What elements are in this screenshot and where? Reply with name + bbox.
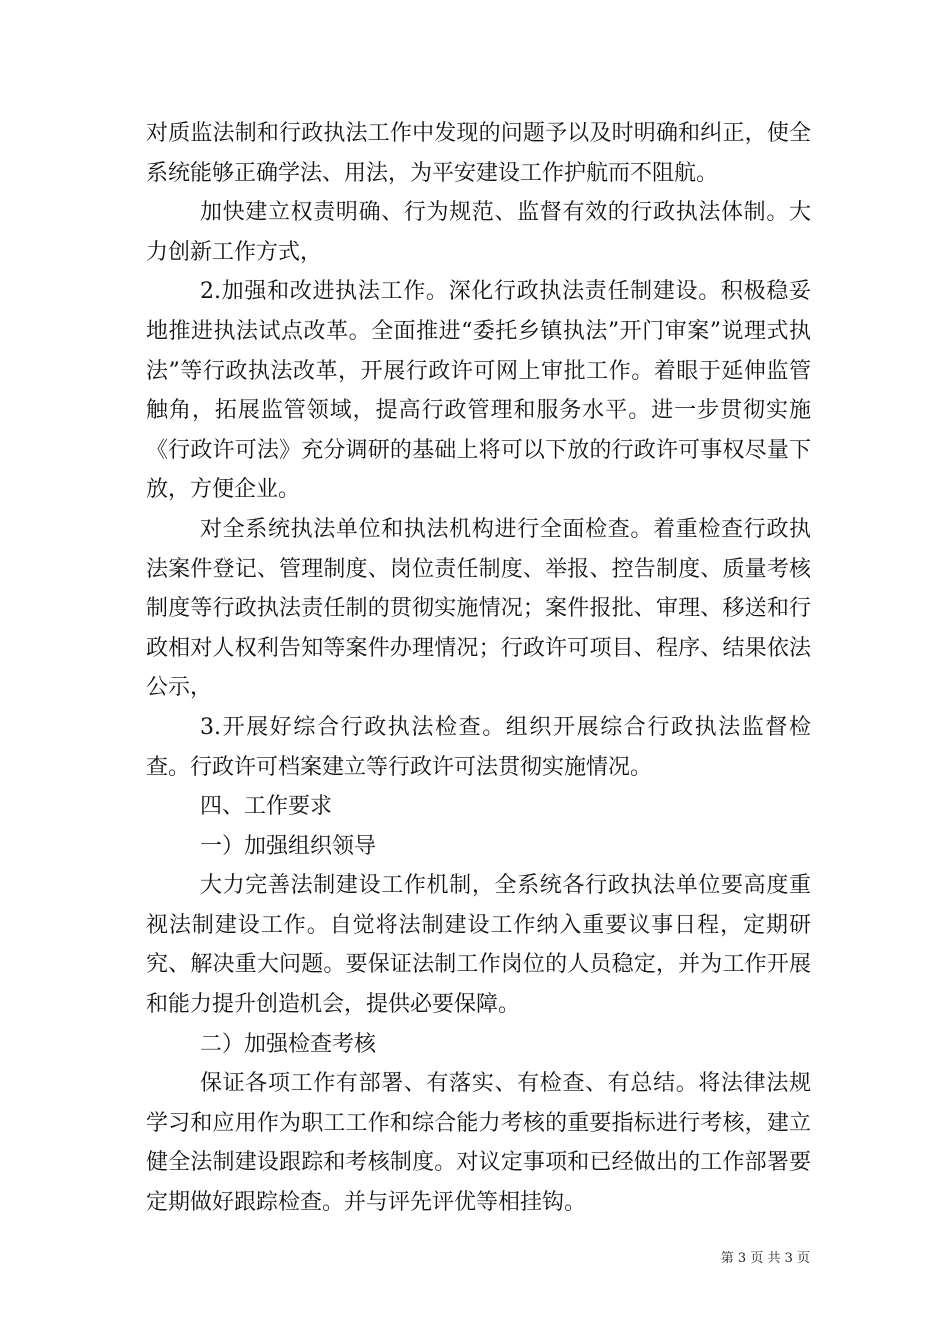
paragraph-6: 大力完善法制建设工作机制，全系统各行政执法单位要高度重视法制建设工作。自觉将法制建设工作纳入重要议事日程，定期研究、解决重大问题。要保证法制工作岗位的人员稳定，并为工作开展和能力提升创造机会，提供必要保障。 [146,873,811,1018]
page-number: 第 3 页 共 3 页 [720,1251,810,1266]
section-heading-4: 四、工作要求 [200,794,333,820]
paragraph-3: 2.加强和改进执法工作。深化行政执法责任制建设。积极稳妥地推进执法试点改革。全面推进“委托乡镇执法”开门审案”说理式执法”等行政执法改革，开展行政许可网上审批工作。着眼于延伸监管触角，拓展监管领域，提高行政管理和服务水平。进一步贯彻实施《行政许可法》充分调研的基础上将可以下放的行政许可事权尽量下放，方便企业。 [146,279,811,503]
paragraph-7: 保证各项工作有部署、有落实、有检查、有总结。将法律法规学习和应用作为职工工作和综合能力考核的重要指标进行考核，建立健全法制建设跟踪和考核制度。对议定事项和已经做出的工作部署要定期做好跟踪检查。并与评先评优等相挂钩。 [146,1071,811,1216]
document-body [146,114,811,1223]
paragraph-5: 3.开展好综合行政执法检查。组织开展综合行政执法监督检查。行政许可档案建立等行政许可法贯彻实施情况。 [146,714,811,780]
paragraph-4: 对全系统执法单位和执法机构进行全面检查。着重检查行政执法案件登记、管理制度、岗位责任制度、举报、控告制度、质量考核制度等行政执法责任制的贯彻实施情况；案件报批、审理、移送和行政相对人权利告知等案件办理情况；行政许可项目、程序、结果依法公示， [146,516,811,701]
paragraph-1: 对质监法制和行政执法工作中发现的问题予以及时明确和纠正，使全系统能够正确学法、用法，为平安建设工作护航而不阻航。 [146,121,811,186]
paragraph-2: 加快建立权责明确、行为规范、监督有效的行政执法体制。大力创新工作方式， [146,200,811,265]
subheading-2: 二）加强检查考核 [200,1031,377,1057]
subheading-1: 一）加强组织领导 [200,833,377,859]
